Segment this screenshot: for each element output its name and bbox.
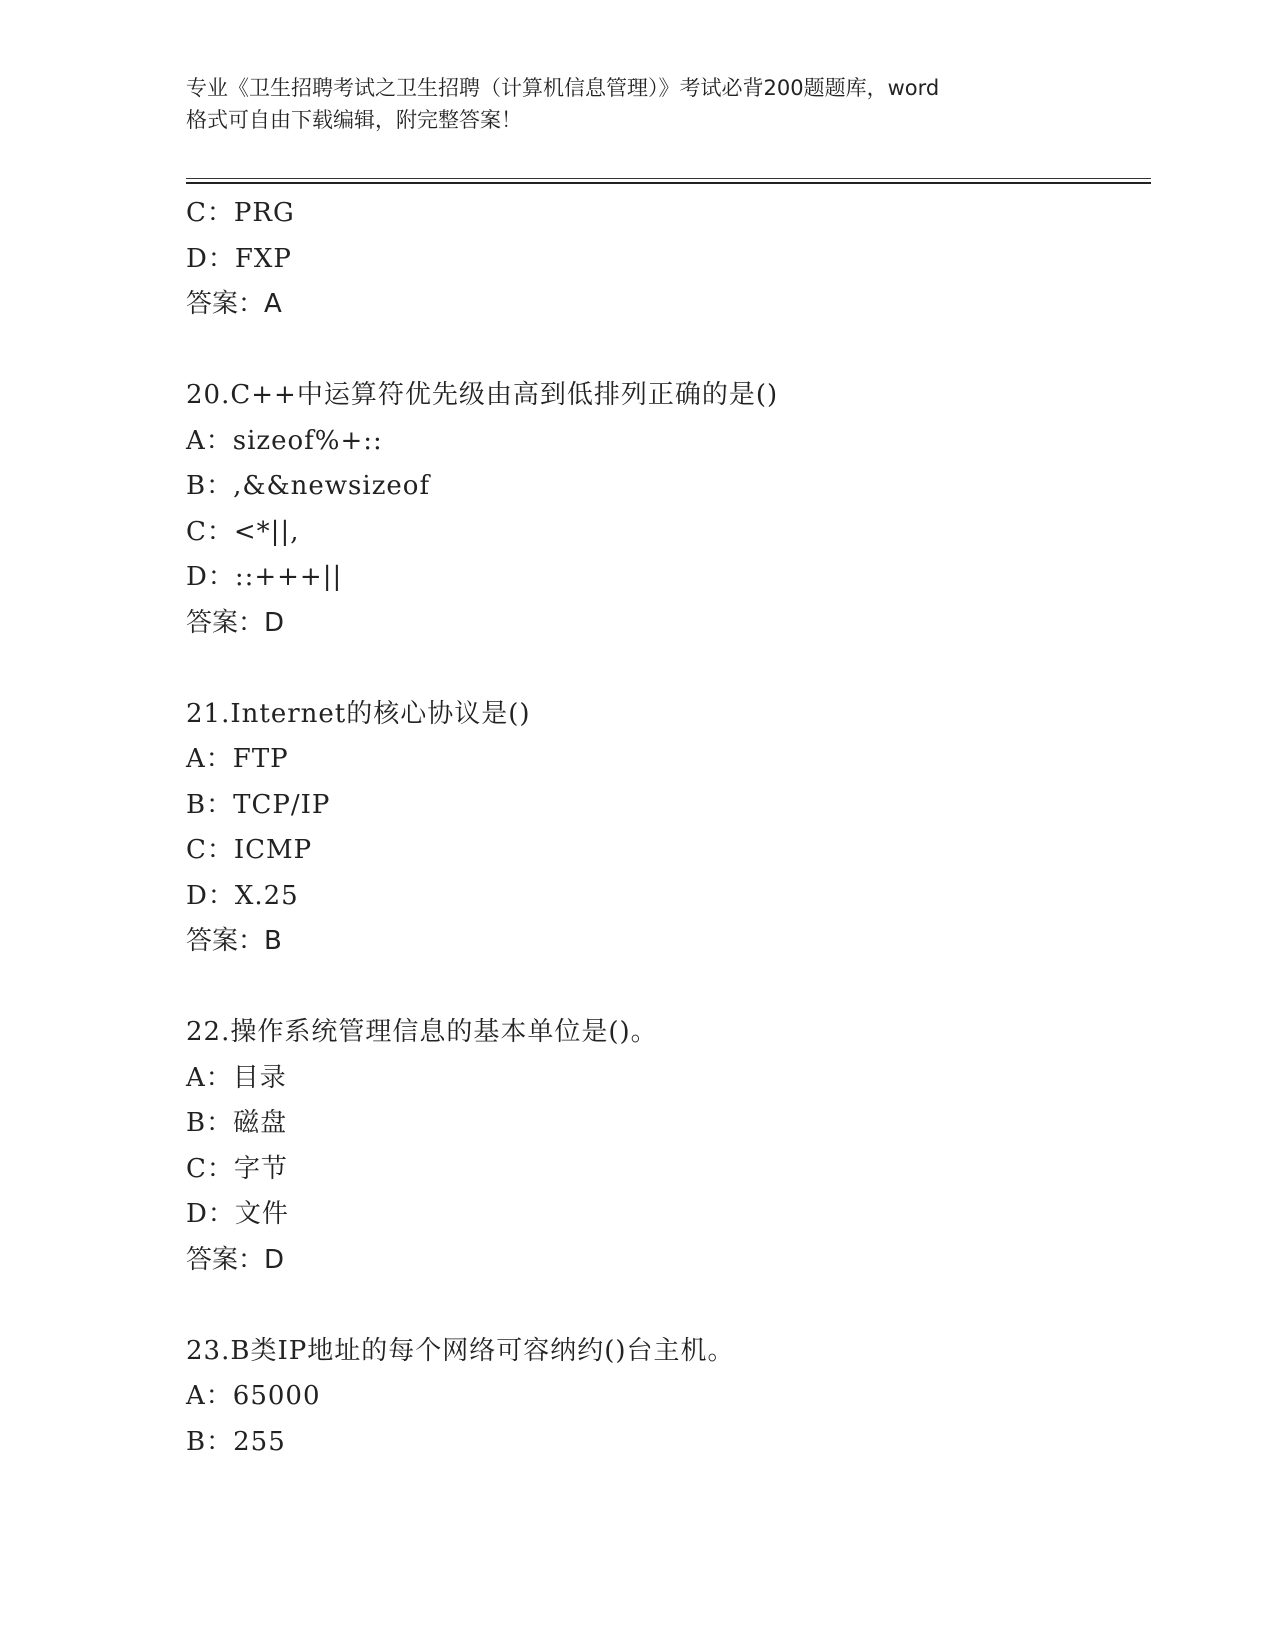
question-text: 22.操作系统管理信息的基本单位是()。 bbox=[186, 1017, 658, 1047]
question-text: 20.C++中运算符优先级由高到低排列正确的是() bbox=[186, 380, 779, 410]
option-a: A：FTP bbox=[186, 744, 289, 774]
option-a: A：65000 bbox=[186, 1381, 321, 1411]
header-rule-thin bbox=[186, 178, 1151, 179]
option-b: B：TCP/IP bbox=[186, 789, 331, 820]
option-c: C：字节 bbox=[186, 1153, 288, 1184]
option-b: B：,&&newsizeof bbox=[186, 471, 431, 501]
option-b: B：磁盘 bbox=[186, 1108, 288, 1138]
document-header bbox=[186, 72, 1106, 136]
option-c: C：<*||, bbox=[186, 516, 300, 547]
answer: 答案：B bbox=[186, 926, 282, 956]
option-c: C：ICMP bbox=[186, 835, 313, 865]
option-c: C：PRG bbox=[186, 198, 295, 228]
option-d: D：FXP bbox=[186, 243, 292, 274]
option-a: A：目录 bbox=[186, 1062, 287, 1093]
header-line-1: 专业《卫生招聘考试之卫生招聘（计算机信息管理）》考试必背200题题库，word bbox=[186, 76, 940, 100]
answer: 答案：D bbox=[186, 607, 285, 638]
answer: 答案：A bbox=[186, 289, 282, 319]
spacer bbox=[186, 1283, 1146, 1329]
option-d: D：X.25 bbox=[186, 880, 299, 911]
spacer bbox=[186, 965, 1146, 1011]
header-rule-thick bbox=[186, 182, 1151, 184]
question-text: 23.B类IP地址的每个网络可容纳约()台主机。 bbox=[186, 1335, 735, 1366]
question-text: 21.Internet的核心协议是() bbox=[186, 698, 531, 729]
option-a: A：sizeof%+:: bbox=[186, 425, 383, 456]
spacer bbox=[186, 646, 1146, 692]
spacer bbox=[186, 328, 1146, 374]
option-d: D：文件 bbox=[186, 1199, 289, 1229]
header-line-2: 格式可自由下载编辑，附完整答案！ bbox=[186, 108, 522, 132]
answer: 答案：D bbox=[186, 1244, 285, 1275]
question-list bbox=[186, 191, 1146, 1465]
option-b: B：255 bbox=[186, 1426, 286, 1457]
option-d: D：::+++|| bbox=[186, 562, 343, 592]
